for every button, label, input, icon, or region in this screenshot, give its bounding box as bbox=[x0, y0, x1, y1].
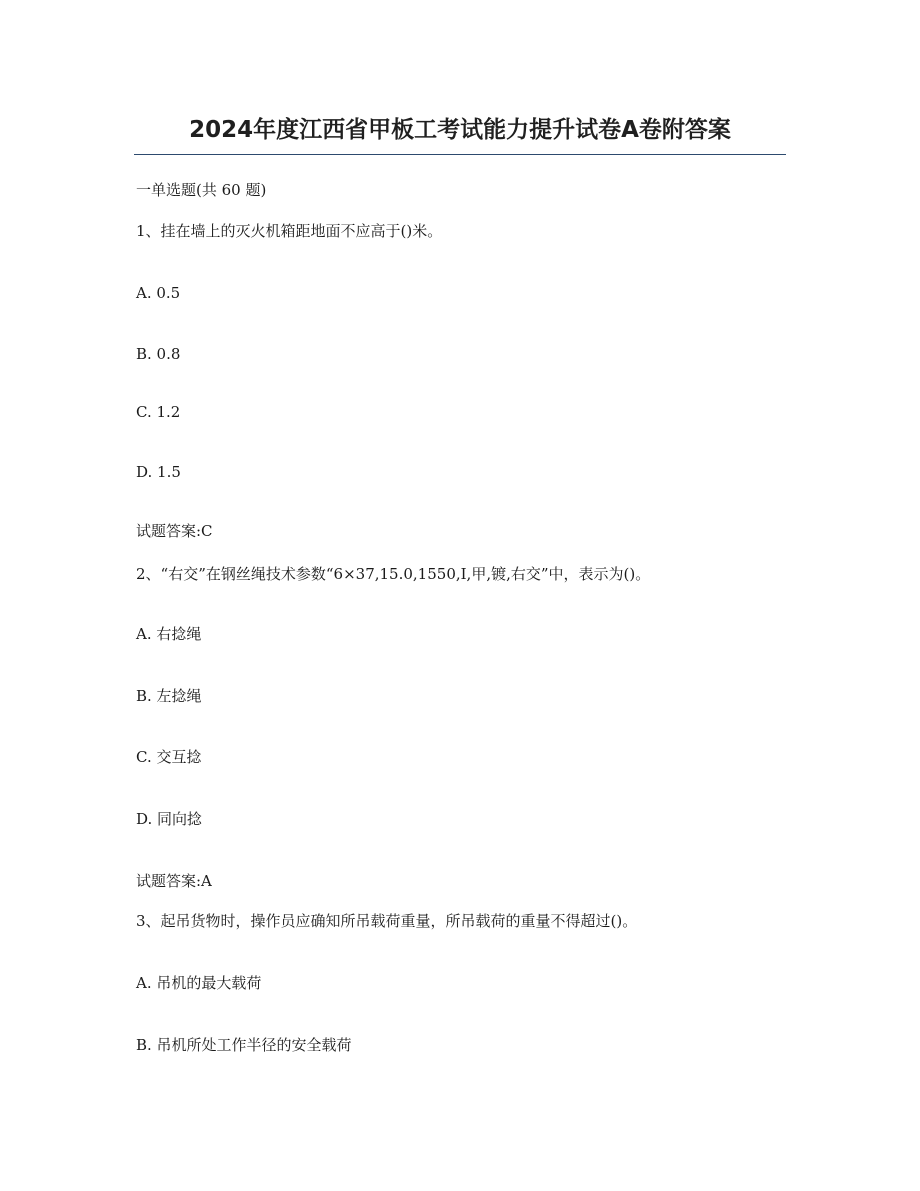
question-1-option-b: B. 0.8 bbox=[136, 345, 181, 363]
question-3-option-b: B. 吊机所处工作半径的安全载荷 bbox=[136, 1036, 352, 1054]
question-stem-2: 2、“右交”在钢丝绳技术参数“6×37,15.0,1550,I,甲,镀,右交”中，表示为()。 bbox=[136, 565, 651, 583]
question-2-option-c: C. 交互捻 bbox=[136, 748, 202, 766]
question-2-option-d: D. 同向捻 bbox=[136, 810, 203, 828]
document-title: 2024年度江西省甲板工考试能力提升试卷A卷附答案 bbox=[189, 117, 731, 143]
question-1-option-c: C. 1.2 bbox=[136, 403, 181, 421]
question-1-answer: 试题答案:C bbox=[136, 522, 213, 540]
question-3-option-a: A. 吊机的最大载荷 bbox=[136, 974, 262, 992]
question-stem-3: 3、起吊货物时，操作员应确知所吊载荷重量，所吊载荷的重量不得超过()。 bbox=[136, 912, 638, 930]
question-1-option-d: D. 1.5 bbox=[136, 463, 181, 481]
question-2-option-a: A. 右捻绳 bbox=[136, 625, 202, 643]
title-divider bbox=[134, 154, 786, 155]
question-stem-1: 1、挂在墙上的灭火机箱距地面不应高于()米。 bbox=[136, 222, 443, 240]
question-2-answer: 试题答案:A bbox=[136, 872, 212, 890]
question-1-option-a: A. 0.5 bbox=[136, 284, 181, 302]
question-2-option-b: B. 左捻绳 bbox=[136, 687, 202, 705]
section-heading: 一单选题(共 60 题) bbox=[136, 181, 267, 199]
